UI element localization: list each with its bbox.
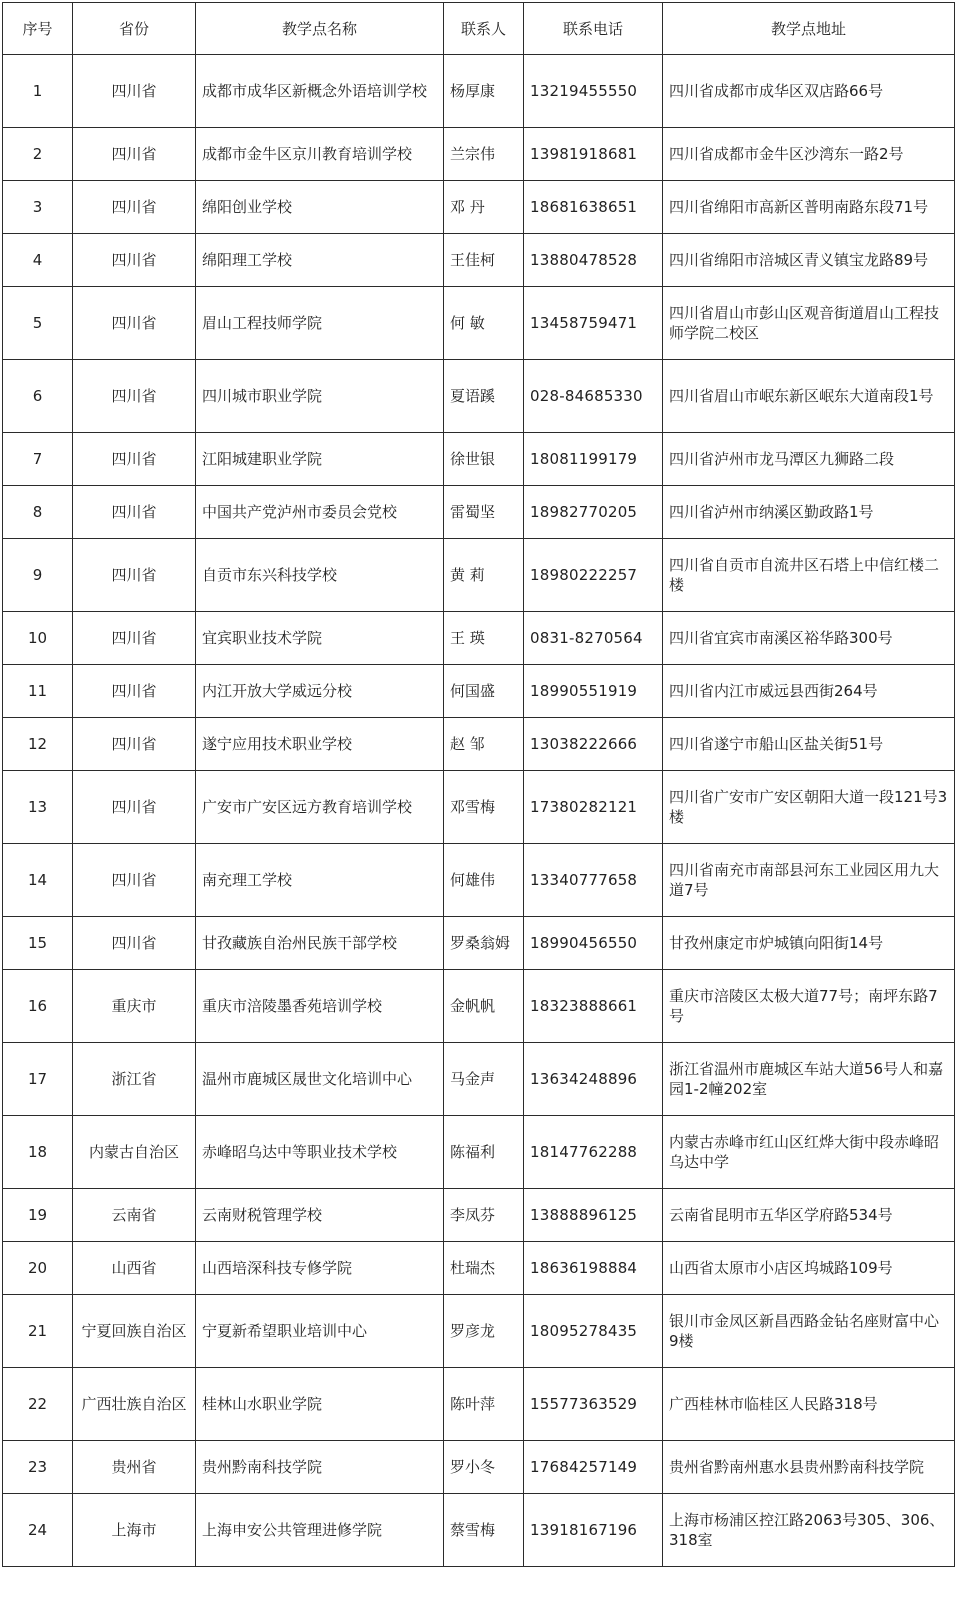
cell-phone: 0831-8270564	[524, 612, 663, 665]
cell-index: 5	[3, 287, 73, 360]
cell-phone: 13981918681	[524, 128, 663, 181]
cell-school: 贵州黔南科技学院	[196, 1441, 444, 1494]
cell-province: 四川省	[73, 360, 196, 433]
cell-phone: 18681638651	[524, 181, 663, 234]
cell-province: 四川省	[73, 539, 196, 612]
cell-province: 四川省	[73, 486, 196, 539]
cell-province: 广西壮族自治区	[73, 1368, 196, 1441]
cell-contact: 何 敏	[444, 287, 524, 360]
cell-contact: 陈叶萍	[444, 1368, 524, 1441]
cell-address: 内蒙古赤峰市红山区红烨大街中段赤峰昭乌达中学	[663, 1116, 955, 1189]
table-row	[3, 1494, 955, 1567]
table-row	[3, 917, 955, 970]
cell-address: 四川省内江市威远县西街264号	[663, 665, 955, 718]
cell-contact: 马金声	[444, 1043, 524, 1116]
teaching-points-table	[2, 2, 955, 1567]
cell-contact: 蔡雪梅	[444, 1494, 524, 1567]
cell-school: 遂宁应用技术职业学校	[196, 718, 444, 771]
cell-phone: 13340777658	[524, 844, 663, 917]
cell-index: 2	[3, 128, 73, 181]
header-index: 序号	[3, 3, 73, 55]
cell-school: 南充理工学校	[196, 844, 444, 917]
table-row	[3, 234, 955, 287]
cell-index: 18	[3, 1116, 73, 1189]
cell-address: 四川省广安市广安区朝阳大道一段121号3楼	[663, 771, 955, 844]
cell-contact: 邓 丹	[444, 181, 524, 234]
cell-address: 四川省泸州市纳溪区勤政路1号	[663, 486, 955, 539]
cell-address: 山西省太原市小店区坞城路109号	[663, 1242, 955, 1295]
cell-school: 甘孜藏族自治州民族干部学校	[196, 917, 444, 970]
cell-province: 四川省	[73, 234, 196, 287]
cell-index: 17	[3, 1043, 73, 1116]
cell-school: 绵阳理工学校	[196, 234, 444, 287]
header-phone: 联系电话	[524, 3, 663, 55]
cell-province: 重庆市	[73, 970, 196, 1043]
cell-school: 自贡市东兴科技学校	[196, 539, 444, 612]
table-row	[3, 970, 955, 1043]
cell-index: 22	[3, 1368, 73, 1441]
cell-contact: 杨厚康	[444, 55, 524, 128]
cell-address: 四川省绵阳市涪城区青义镇宝龙路89号	[663, 234, 955, 287]
cell-address: 四川省眉山市岷东新区岷东大道南段1号	[663, 360, 955, 433]
cell-province: 山西省	[73, 1242, 196, 1295]
cell-address: 银川市金凤区新昌西路金钻名座财富中心9楼	[663, 1295, 955, 1368]
table-row	[3, 181, 955, 234]
cell-province: 浙江省	[73, 1043, 196, 1116]
table-row	[3, 844, 955, 917]
cell-school: 上海申安公共管理进修学院	[196, 1494, 444, 1567]
cell-phone: 13634248896	[524, 1043, 663, 1116]
cell-contact: 雷蜀坚	[444, 486, 524, 539]
cell-address: 贵州省黔南州惠水县贵州黔南科技学院	[663, 1441, 955, 1494]
cell-province: 四川省	[73, 718, 196, 771]
cell-phone: 13038222666	[524, 718, 663, 771]
cell-contact: 金帆帆	[444, 970, 524, 1043]
cell-contact: 罗小冬	[444, 1441, 524, 1494]
cell-school: 江阳城建职业学院	[196, 433, 444, 486]
table-row	[3, 612, 955, 665]
table-row	[3, 1368, 955, 1441]
cell-phone: 13880478528	[524, 234, 663, 287]
cell-contact: 罗桑翁姆	[444, 917, 524, 970]
cell-address: 四川省成都市金牛区沙湾东一路2号	[663, 128, 955, 181]
cell-contact: 黄 莉	[444, 539, 524, 612]
cell-phone: 18990551919	[524, 665, 663, 718]
cell-school: 宜宾职业技术学院	[196, 612, 444, 665]
cell-contact: 邓雪梅	[444, 771, 524, 844]
cell-index: 6	[3, 360, 73, 433]
cell-province: 四川省	[73, 844, 196, 917]
header-school: 教学点名称	[196, 3, 444, 55]
cell-address: 甘孜州康定市炉城镇向阳街14号	[663, 917, 955, 970]
table-row	[3, 360, 955, 433]
cell-contact: 李凤芬	[444, 1189, 524, 1242]
cell-phone: 18095278435	[524, 1295, 663, 1368]
cell-contact: 夏语蹊	[444, 360, 524, 433]
cell-phone: 13888896125	[524, 1189, 663, 1242]
cell-school: 眉山工程技师学院	[196, 287, 444, 360]
cell-index: 4	[3, 234, 73, 287]
cell-index: 19	[3, 1189, 73, 1242]
cell-school: 成都市金牛区京川教育培训学校	[196, 128, 444, 181]
cell-province: 四川省	[73, 612, 196, 665]
cell-school: 云南财税管理学校	[196, 1189, 444, 1242]
table-row	[3, 1189, 955, 1242]
cell-province: 内蒙古自治区	[73, 1116, 196, 1189]
cell-phone: 15577363529	[524, 1368, 663, 1441]
cell-province: 宁夏回族自治区	[73, 1295, 196, 1368]
cell-school: 宁夏新希望职业培训中心	[196, 1295, 444, 1368]
cell-contact: 何雄伟	[444, 844, 524, 917]
header-address: 教学点地址	[663, 3, 955, 55]
cell-school: 内江开放大学威远分校	[196, 665, 444, 718]
cell-index: 9	[3, 539, 73, 612]
cell-province: 四川省	[73, 433, 196, 486]
cell-contact: 罗彦龙	[444, 1295, 524, 1368]
cell-contact: 兰宗伟	[444, 128, 524, 181]
cell-contact: 赵 邹	[444, 718, 524, 771]
table-row	[3, 1295, 955, 1368]
header-contact: 联系人	[444, 3, 524, 55]
table-row	[3, 486, 955, 539]
cell-phone: 18636198884	[524, 1242, 663, 1295]
cell-phone: 18980222257	[524, 539, 663, 612]
cell-index: 21	[3, 1295, 73, 1368]
table-row	[3, 1242, 955, 1295]
cell-school: 重庆市涪陵墨香苑培训学校	[196, 970, 444, 1043]
cell-address: 四川省自贡市自流井区石塔上中信红楼二楼	[663, 539, 955, 612]
cell-index: 20	[3, 1242, 73, 1295]
cell-province: 四川省	[73, 55, 196, 128]
cell-index: 15	[3, 917, 73, 970]
cell-province: 贵州省	[73, 1441, 196, 1494]
cell-address: 四川省眉山市彭山区观音街道眉山工程技师学院二校区	[663, 287, 955, 360]
cell-contact: 陈福利	[444, 1116, 524, 1189]
header-province: 省份	[73, 3, 196, 55]
cell-address: 四川省宜宾市南溪区裕华路300号	[663, 612, 955, 665]
table-body	[3, 55, 955, 1567]
cell-phone: 17380282121	[524, 771, 663, 844]
cell-index: 7	[3, 433, 73, 486]
cell-address: 浙江省温州市鹿城区车站大道56号人和嘉园1-2幢202室	[663, 1043, 955, 1116]
cell-school: 成都市成华区新概念外语培训学校	[196, 55, 444, 128]
cell-index: 3	[3, 181, 73, 234]
cell-contact: 王 瑛	[444, 612, 524, 665]
cell-school: 桂林山水职业学院	[196, 1368, 444, 1441]
cell-address: 四川省遂宁市船山区盐关街51号	[663, 718, 955, 771]
cell-index: 14	[3, 844, 73, 917]
table-row	[3, 771, 955, 844]
cell-school: 中国共产党泸州市委员会党校	[196, 486, 444, 539]
cell-province: 云南省	[73, 1189, 196, 1242]
cell-province: 四川省	[73, 665, 196, 718]
cell-province: 四川省	[73, 771, 196, 844]
cell-phone: 13918167196	[524, 1494, 663, 1567]
cell-contact: 徐世银	[444, 433, 524, 486]
cell-address: 云南省昆明市五华区学府路534号	[663, 1189, 955, 1242]
cell-index: 8	[3, 486, 73, 539]
table-row	[3, 718, 955, 771]
cell-address: 四川省泸州市龙马潭区九狮路二段	[663, 433, 955, 486]
cell-phone: 18982770205	[524, 486, 663, 539]
cell-contact: 杜瑞杰	[444, 1242, 524, 1295]
cell-index: 13	[3, 771, 73, 844]
cell-index: 24	[3, 1494, 73, 1567]
cell-province: 上海市	[73, 1494, 196, 1567]
cell-school: 山西培深科技专修学院	[196, 1242, 444, 1295]
cell-phone: 13219455550	[524, 55, 663, 128]
cell-province: 四川省	[73, 181, 196, 234]
cell-index: 23	[3, 1441, 73, 1494]
table-row	[3, 1441, 955, 1494]
table-row	[3, 1116, 955, 1189]
table-header	[3, 3, 955, 55]
cell-school: 四川城市职业学院	[196, 360, 444, 433]
cell-contact: 王佳柯	[444, 234, 524, 287]
cell-address: 四川省绵阳市高新区普明南路东段71号	[663, 181, 955, 234]
cell-phone: 18147762288	[524, 1116, 663, 1189]
cell-index: 10	[3, 612, 73, 665]
table-row	[3, 55, 955, 128]
cell-phone: 028-84685330	[524, 360, 663, 433]
cell-province: 四川省	[73, 917, 196, 970]
cell-school: 赤峰昭乌达中等职业技术学校	[196, 1116, 444, 1189]
cell-phone: 18323888661	[524, 970, 663, 1043]
cell-address: 广西桂林市临桂区人民路318号	[663, 1368, 955, 1441]
table-row	[3, 287, 955, 360]
table-row	[3, 433, 955, 486]
cell-index: 16	[3, 970, 73, 1043]
cell-index: 1	[3, 55, 73, 128]
table-row	[3, 128, 955, 181]
cell-index: 12	[3, 718, 73, 771]
cell-contact: 何国盛	[444, 665, 524, 718]
cell-province: 四川省	[73, 287, 196, 360]
cell-address: 上海市杨浦区控江路2063号305、306、318室	[663, 1494, 955, 1567]
cell-school: 广安市广安区远方教育培训学校	[196, 771, 444, 844]
cell-phone: 18081199179	[524, 433, 663, 486]
table-row	[3, 665, 955, 718]
cell-school: 温州市鹿城区晟世文化培训中心	[196, 1043, 444, 1116]
cell-phone: 17684257149	[524, 1441, 663, 1494]
cell-phone: 13458759471	[524, 287, 663, 360]
cell-address: 四川省成都市成华区双店路66号	[663, 55, 955, 128]
cell-index: 11	[3, 665, 73, 718]
table-row	[3, 539, 955, 612]
cell-province: 四川省	[73, 128, 196, 181]
cell-address: 重庆市涪陵区太极大道77号；南坪东路7号	[663, 970, 955, 1043]
cell-phone: 18990456550	[524, 917, 663, 970]
cell-address: 四川省南充市南部县河东工业园区用九大道7号	[663, 844, 955, 917]
table-row	[3, 1043, 955, 1116]
cell-school: 绵阳创业学校	[196, 181, 444, 234]
